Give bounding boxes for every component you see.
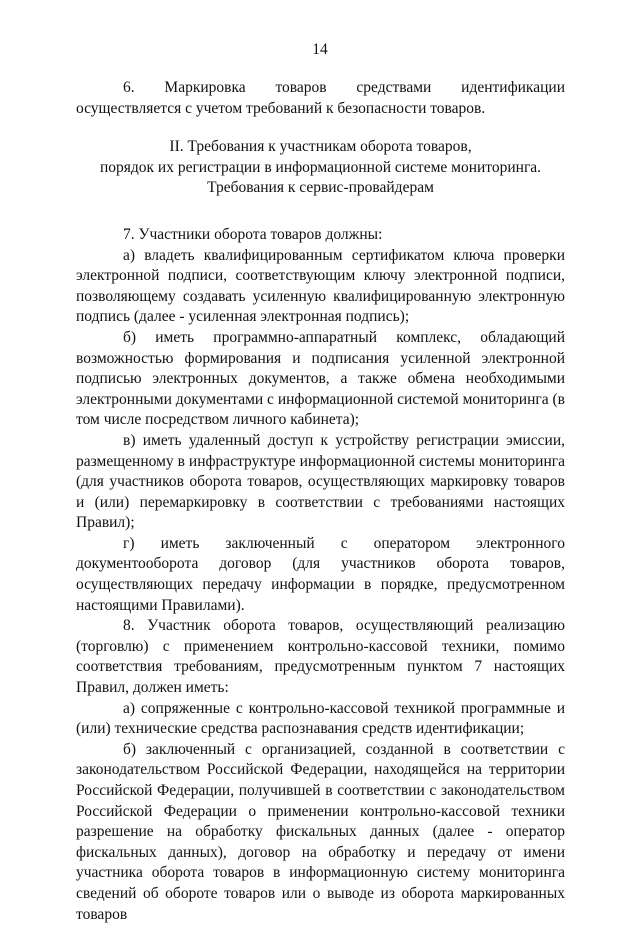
paragraph-7a: а) владеть квалифицированным сертификатом ключа проверки электронной подписи, соответствующим ключу электронной подписи, позволяющему создавать усиленную квалифицированную электронную подпись (далее - усиленная электронная подпись); <box>76 246 565 326</box>
document-body <box>76 78 565 925</box>
section-heading-line-3: Требования к сервис-провайдерам <box>207 179 434 197</box>
section-heading-line-2: порядок их регистрации в информационной системе мониторинга. <box>99 158 542 176</box>
section-heading <box>76 137 565 199</box>
paragraph-6: 6. Маркировка товаров средствами идентификации осуществляется с учетом требований к безопасности товаров. <box>76 79 565 117</box>
section-heading-line-1: II. Требования к участникам оборота товаров, <box>169 138 472 156</box>
paragraph-8: 8. Участник оборота товаров, осуществляющий реализацию (торговлю) с применением контрольно-кассовой техники, помимо соответствия требованиям, предусмотренным пунктом 7 настоящих Правил, должен иметь: <box>76 617 565 697</box>
paragraph-8a: а) сопряженные с контрольно-кассовой техникой программные и (или) технические средства распознавания средств идентификации; <box>76 699 565 738</box>
page-number: 14 <box>312 41 328 58</box>
paragraph-7v: в) иметь удаленный доступ к устройству регистрации эмиссии, размещенному в инфраструктуре информационной системы мониторинга (для участников оборота товаров, осуществляющих маркировку товаров и (или) перемаркировку в соответствии с требованиями настоящих Правил); <box>76 431 565 532</box>
paragraph-7g: г) иметь заключенный с оператором электронного документооборота договор (для участников оборота товаров, осуществляющих передачу информации в порядке, предусмотренном настоящими Правилами). <box>76 534 565 614</box>
paragraph-7b: б) иметь программно-аппаратный комплекс, обладающий возможностью формирования и подписания усиленной электронной подписью электронных документов, а также обмена необходимыми электронными документами с информационной системой мониторинга (в том числе посредством личного кабинета); <box>76 328 565 429</box>
paragraph-8b: б) заключенный с организацией, созданной в соответствии с законодательством Российской Федерации, находящейся на территории Российской Федерации, получившей в соответствии с законодательством Российской Федерации о применении контрольно-кассовой техники разрешение на обработку фискальных данных (далее - оператор фискальных данных), договор на обработку и передачу от имени участника оборота товаров в информационную систему мониторинга сведений об обороте товаров или о выводе из оборота маркированных товаров <box>76 740 565 923</box>
paragraph-7: 7. Участники оборота товаров должны: <box>123 225 383 243</box>
